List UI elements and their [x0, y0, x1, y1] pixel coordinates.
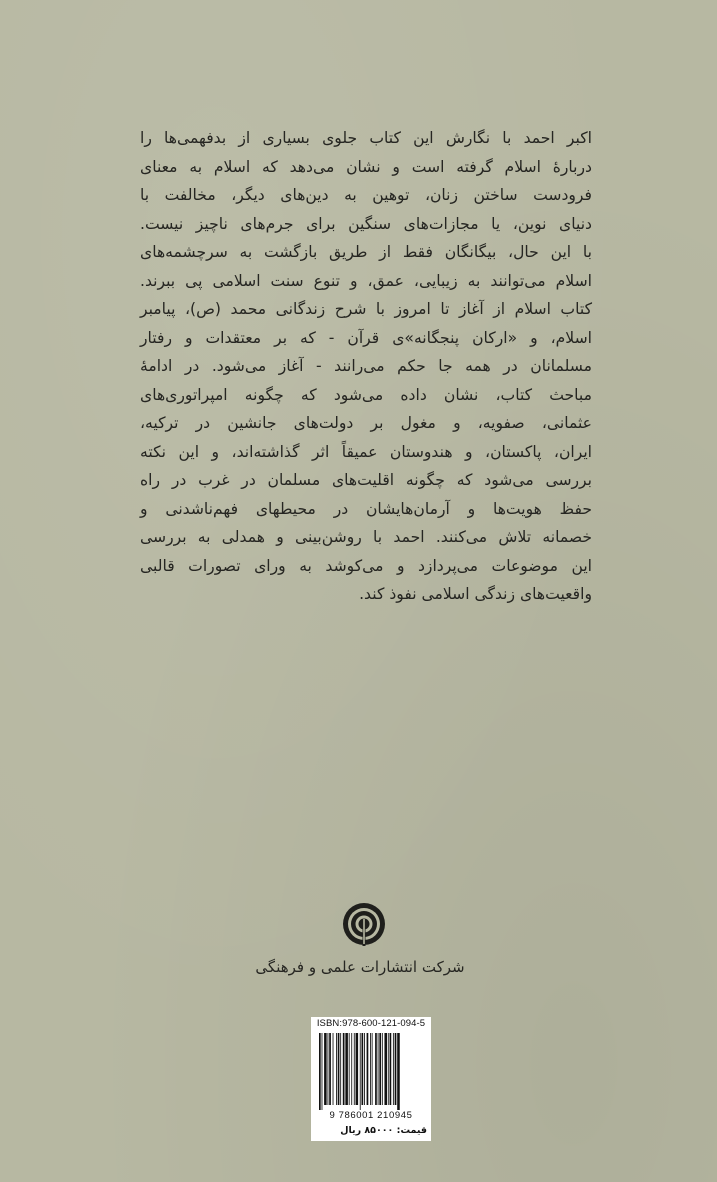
barcode-bar [328, 1033, 329, 1105]
barcode-bar [364, 1033, 365, 1105]
barcode-bar [382, 1033, 383, 1105]
blurb-line: مسلمانان در همه جا حکم می‌رانند - آغاز می‌شود. در ادامهٔ [140, 357, 592, 375]
barcode-bar [351, 1033, 352, 1105]
blurb-line: با این حال، بیگانگان فقط از طریق بازگشت به سرچشمه‌های [140, 243, 592, 261]
barcode-bar [367, 1033, 369, 1105]
barcode-label [311, 1017, 431, 1141]
barcode-bar [356, 1033, 359, 1105]
blurb-line: مباحث کتاب، نشان داده می‌شود که چگونه امپراتوری‌های [140, 385, 592, 404]
publisher-logo-icon [342, 902, 386, 946]
barcode-bar [372, 1033, 373, 1105]
barcode-bar [362, 1033, 364, 1105]
publisher-name: شرکت انتشارات علمی و فرهنگی [255, 958, 465, 976]
blurb-line: حفظ هویت‌ها و آرمان‌هایشان در محیطهای فهم‌ناشدنی و [140, 499, 592, 518]
blurb-text [140, 124, 592, 609]
barcode-bar [343, 1033, 345, 1105]
barcode-bar [329, 1033, 331, 1105]
blurb-line: دنیای نوین، یا مجازات‌های سنگین برای جرم‌های ناچیز نیست. [140, 214, 592, 233]
barcode-bar [336, 1033, 337, 1105]
barcode-bar [338, 1033, 340, 1105]
barcode-bar [360, 1033, 361, 1110]
barcode-bar [375, 1033, 377, 1105]
barcode-digits: 9 786001 210945 [329, 1110, 413, 1121]
blurb-line: این موضوعات می‌پردازد و می‌کوشد به ورای تصورات قالبی [140, 556, 592, 575]
blurb-line: اسلام می‌توانند به زیبایی، عمق، و تنوع سنت اسلامی پی ببرند. [140, 271, 592, 290]
barcode-bar [393, 1033, 394, 1105]
blurb-line: کتاب اسلام از آغاز تا امروز با شرح زندگانی محمد (ص)، پیامبر [140, 300, 592, 318]
barcode-bar [354, 1033, 355, 1105]
isbn-number: ISBN:978-600-121-094-5 [316, 1018, 426, 1029]
barcode-bar [384, 1033, 387, 1105]
barcode-bar [345, 1033, 348, 1105]
barcode-bar [324, 1033, 327, 1105]
barcode-bar [319, 1033, 321, 1110]
blurb-line: بررسی می‌شود که چگونه اقلیت‌های مسلمان در غرب در راه [140, 471, 592, 489]
blurb-line: عثمانی، صفویه، و مغول بر دولت‌های جانشین در ترکیه، [140, 414, 592, 432]
barcode-bar [395, 1033, 397, 1105]
barcode-bar [379, 1033, 381, 1105]
blurb-line: اسلام، و «ارکان پنجگانه»ی قرآن - که بر معتقدات و رفتار [140, 328, 592, 347]
barcode-bar [378, 1033, 379, 1105]
barcode-bar [340, 1033, 341, 1105]
blurb-line: ایران، پاکستان، و هندوستان عمیقاً اثر گذاشته‌اند، و این نکته [140, 442, 592, 461]
barcode-bar [397, 1033, 400, 1110]
blurb-line: واقعیت‌های زندگی اسلامی نفوذ کند. [359, 585, 592, 603]
blurb-line: دربارهٔ اسلام گرفته است و نشان می‌دهد که اسلام به معنای [140, 157, 592, 176]
price-label: قیمت: ۸۵۰۰۰ ریال [340, 1125, 427, 1136]
barcode-bar [370, 1033, 371, 1105]
barcode-bar [390, 1033, 392, 1105]
barcode-bar [322, 1033, 323, 1110]
barcode-bar [349, 1033, 350, 1105]
barcode-bar [333, 1033, 334, 1105]
barcode-bar [388, 1033, 389, 1105]
barcode [317, 1033, 425, 1110]
blurb-line: اکبر احمد با نگارش این کتاب جلوی بسیاری از بدفهمی‌ها را [140, 129, 592, 147]
blurb-line: خصمانه تلاش می‌کنند. احمد با روشن‌بینی و همدلی به بررسی [140, 528, 592, 546]
blurb-line: فرودست ساختن زنان، توهین به دین‌های دیگر، مخالفت با [140, 186, 592, 204]
